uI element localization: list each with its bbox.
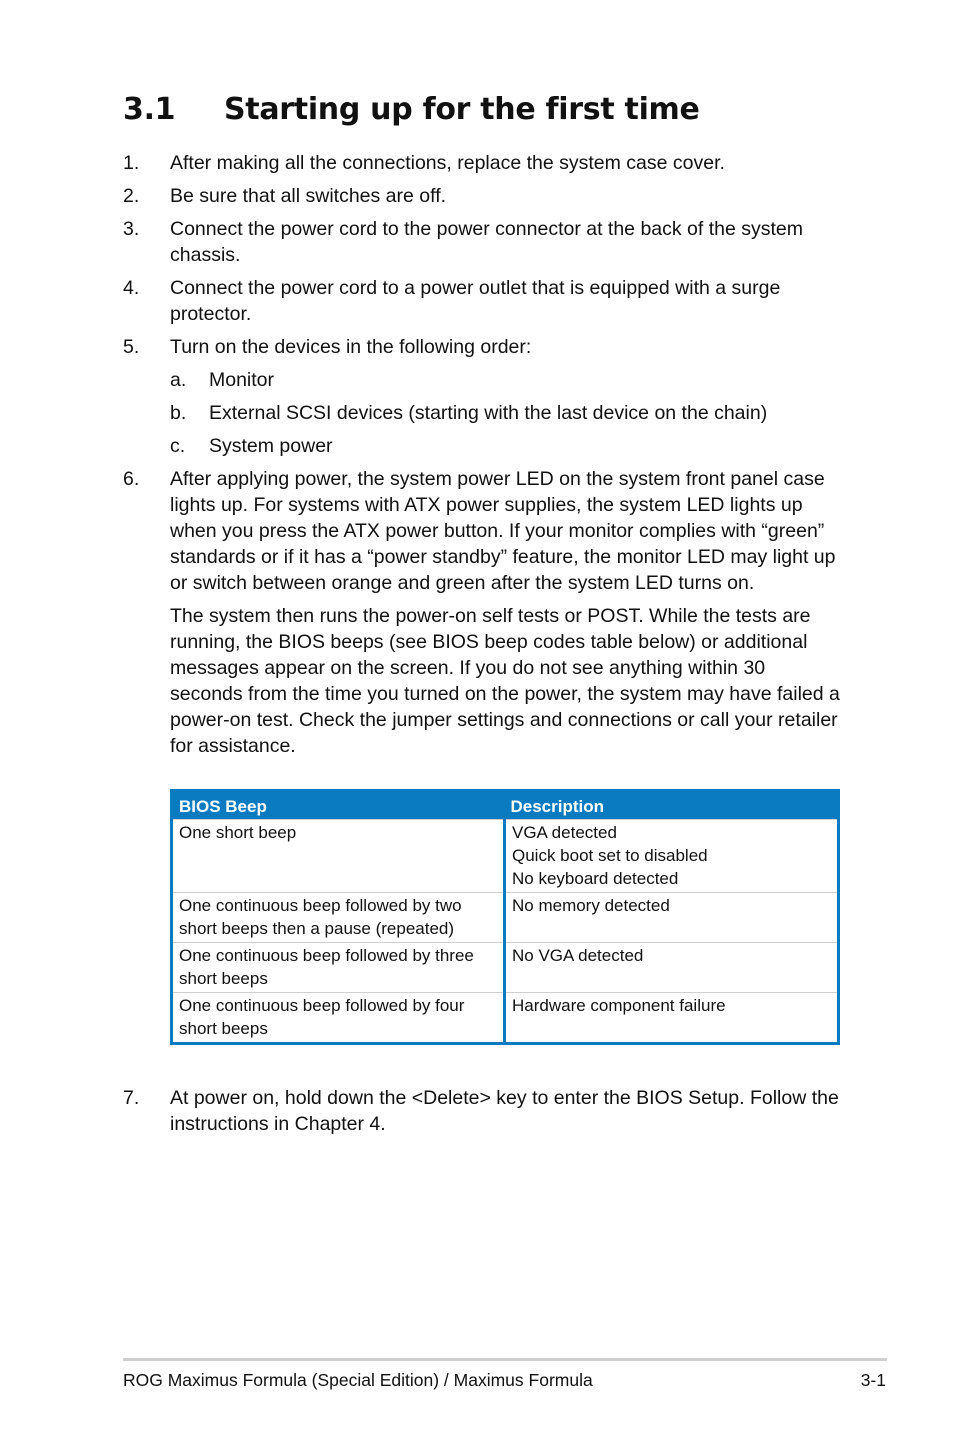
step-text: Connect the power cord to a power outlet that is equipped with a surge protector. <box>170 277 781 325</box>
section-heading <box>123 88 700 132</box>
step-text: Turn on the devices in the following order: <box>170 336 532 358</box>
substep-text: External SCSI devices (starting with the last device on the chain) <box>209 402 768 424</box>
step-2 <box>123 183 843 209</box>
table-row <box>172 820 839 893</box>
beep-cell: One continuous beep followed by two short beeps then a pause (repeated) <box>172 893 505 943</box>
post-paragraph: The system then runs the power-on self tests or POST. While the tests are running, the BIOS beeps (see BIOS beep codes table below) or additional messages appear on the screen. If you do not see anything within 30 seconds from the time you turned on the power, the system may have failed a power-on test. Check the jumper settings and connections or call your retailer for assistance. <box>170 605 840 757</box>
step-number: 3. <box>123 218 140 240</box>
table-row <box>172 943 839 993</box>
description-line: No VGA detected <box>512 946 644 965</box>
bios-beep-table <box>170 789 840 1045</box>
step-text: At power on, hold down the <Delete> key to enter the BIOS Setup. Follow the instructions in Chapter 4. <box>170 1087 839 1135</box>
description-cell <box>505 943 839 993</box>
description-line: No keyboard detected <box>512 869 679 888</box>
step-text: After making all the connections, replace the system case cover. <box>170 152 725 174</box>
step-text: Be sure that all switches are off. <box>170 185 447 207</box>
description-cell <box>505 993 839 1044</box>
description-line: VGA detected <box>512 823 617 842</box>
bios-beep-table-wrap <box>170 789 840 1045</box>
substep-letter: a. <box>170 369 187 391</box>
description-line: No memory detected <box>512 896 670 915</box>
beep-cell: One continuous beep followed by four short beeps <box>172 993 505 1044</box>
table-row <box>172 893 839 943</box>
step-number: 6. <box>123 468 140 490</box>
description-cell <box>505 893 839 943</box>
header-bios-beep: BIOS Beep <box>172 791 505 820</box>
step-5 <box>123 334 843 360</box>
substep-a <box>123 367 843 393</box>
header-description: Description <box>505 791 839 820</box>
step-4 <box>123 275 843 327</box>
substep-c <box>123 433 843 459</box>
footer-divider <box>123 1358 887 1361</box>
step-number: 4. <box>123 277 140 299</box>
step-7 <box>123 1085 843 1137</box>
step-number: 2. <box>123 185 140 207</box>
step-number: 7. <box>123 1087 140 1109</box>
section-number: 3.1 <box>123 92 176 127</box>
step-number: 1. <box>123 152 140 174</box>
beep-cell: One continuous beep followed by three short beeps <box>172 943 505 993</box>
step-text: After applying power, the system power LED on the system front panel case lights up. For systems with ATX power supplies, the system LED lights up when you press the ATX power button. If your monitor complies with “green” standards or if it has a “power standby” feature, the monitor LED may light up or switch between orange and green after the system LED turns on. <box>170 468 836 594</box>
beep-cell: One short beep <box>172 820 505 893</box>
step-text: Connect the power cord to the power connector at the back of the system chassis. <box>170 218 804 266</box>
description-line: Hardware component failure <box>512 996 726 1015</box>
page-content <box>123 150 843 1144</box>
substep-text: System power <box>209 435 333 457</box>
step-3 <box>123 216 843 268</box>
footer-title: ROG Maximus Formula (Special Edition) / Maximus Formula <box>123 1370 593 1390</box>
section-title: Starting up for the first time <box>224 92 700 127</box>
step-1 <box>123 150 843 176</box>
step-number: 5. <box>123 336 140 358</box>
substep-letter: c. <box>170 435 186 457</box>
step-6 <box>123 466 843 596</box>
page-number: 3-1 <box>860 1370 886 1390</box>
substep-letter: b. <box>170 402 187 424</box>
description-cell <box>505 820 839 893</box>
substep-text: Monitor <box>209 369 275 391</box>
table-row <box>172 993 839 1044</box>
description-line: Quick boot set to disabled <box>512 846 708 865</box>
table-header-row <box>172 791 839 820</box>
substep-b <box>123 400 843 426</box>
